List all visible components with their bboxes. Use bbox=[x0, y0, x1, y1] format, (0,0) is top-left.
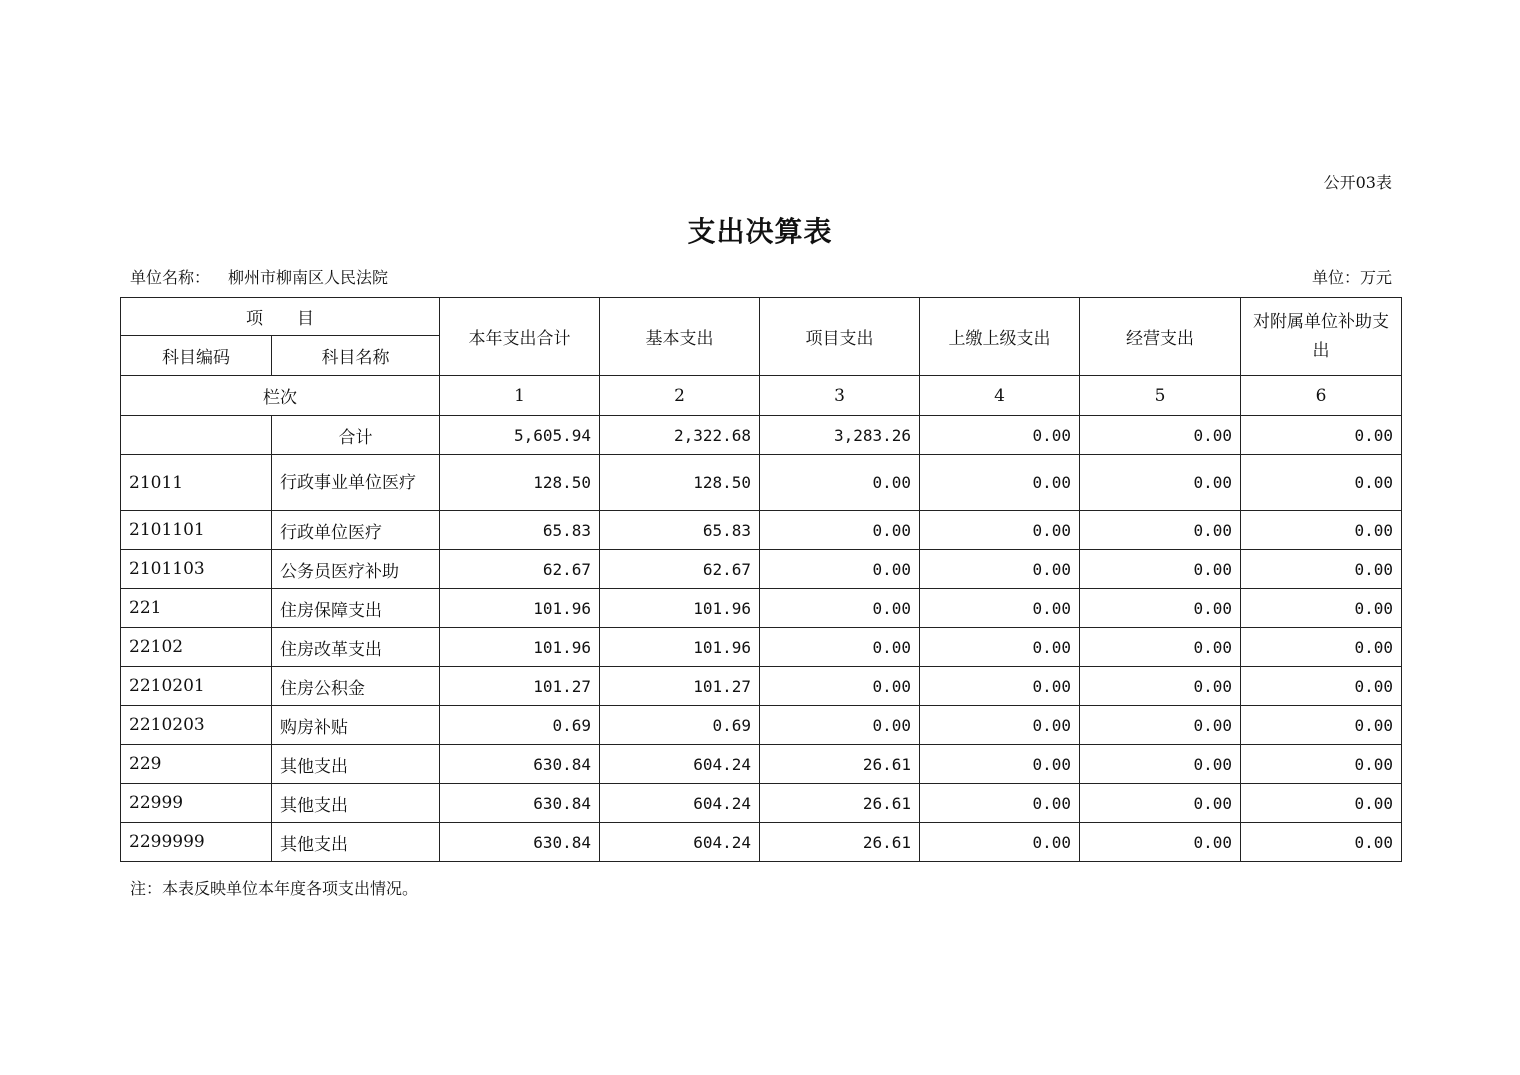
subject-name: 购房补贴 bbox=[272, 706, 440, 745]
subject-name: 公务员医疗补助 bbox=[272, 550, 440, 589]
value-cell: 101.96 bbox=[600, 628, 760, 667]
value-cell: 0.00 bbox=[760, 667, 920, 706]
subject-code: 21011 bbox=[121, 455, 272, 511]
value-cell: 101.27 bbox=[440, 667, 600, 706]
index-cell: 4 bbox=[920, 376, 1080, 416]
index-cell: 6 bbox=[1241, 376, 1402, 416]
value-cell: 0.00 bbox=[1080, 745, 1241, 784]
subject-name: 住房改革支出 bbox=[272, 628, 440, 667]
index-row bbox=[121, 376, 1402, 416]
value-cell: 0.00 bbox=[920, 589, 1080, 628]
header-subsidy: 对附属单位补助支出 bbox=[1241, 298, 1402, 376]
subject-code: 2299999 bbox=[121, 823, 272, 862]
value-cell: 128.50 bbox=[440, 455, 600, 511]
table-row bbox=[121, 745, 1402, 784]
table-row bbox=[121, 706, 1402, 745]
data-rows bbox=[121, 455, 1402, 862]
value-cell: 65.83 bbox=[440, 511, 600, 550]
index-cell: 2 bbox=[600, 376, 760, 416]
value-cell: 0.00 bbox=[920, 455, 1080, 511]
value-cell: 2,322.68 bbox=[600, 416, 760, 455]
value-cell: 0.00 bbox=[1241, 589, 1402, 628]
value-cell: 0.00 bbox=[1241, 706, 1402, 745]
subject-code: 229 bbox=[121, 745, 272, 784]
expenditure-table bbox=[120, 297, 1402, 862]
value-cell: 0.00 bbox=[760, 706, 920, 745]
value-cell: 0.00 bbox=[760, 511, 920, 550]
value-cell: 0.00 bbox=[1080, 667, 1241, 706]
value-cell: 0.00 bbox=[760, 455, 920, 511]
value-cell: 128.50 bbox=[600, 455, 760, 511]
subject-code: 2101101 bbox=[121, 511, 272, 550]
header-row-1 bbox=[121, 298, 1402, 336]
value-cell: 0.00 bbox=[920, 745, 1080, 784]
value-cell: 0.00 bbox=[1080, 511, 1241, 550]
table-row bbox=[121, 628, 1402, 667]
header-total: 本年支出合计 bbox=[440, 298, 600, 376]
value-cell: 101.96 bbox=[440, 628, 600, 667]
value-cell: 0.00 bbox=[1241, 416, 1402, 455]
value-cell: 0.00 bbox=[1080, 455, 1241, 511]
value-cell: 0.00 bbox=[1080, 784, 1241, 823]
value-cell: 0.00 bbox=[920, 667, 1080, 706]
value-cell: 0.00 bbox=[1241, 628, 1402, 667]
value-cell: 0.00 bbox=[920, 823, 1080, 862]
value-cell: 604.24 bbox=[600, 784, 760, 823]
header-item: 项 目 bbox=[121, 298, 440, 336]
value-cell: 0.00 bbox=[920, 416, 1080, 455]
value-cell: 0.69 bbox=[440, 706, 600, 745]
value-cell: 0.00 bbox=[920, 706, 1080, 745]
value-cell: 5,605.94 bbox=[440, 416, 600, 455]
subject-name: 住房公积金 bbox=[272, 667, 440, 706]
value-cell: 0.69 bbox=[600, 706, 760, 745]
value-cell: 0.00 bbox=[1241, 511, 1402, 550]
subject-name: 行政单位医疗 bbox=[272, 511, 440, 550]
table-row bbox=[121, 667, 1402, 706]
total-label: 合计 bbox=[272, 416, 440, 455]
value-cell: 62.67 bbox=[600, 550, 760, 589]
header-superior: 上缴上级支出 bbox=[920, 298, 1080, 376]
value-cell: 0.00 bbox=[760, 550, 920, 589]
subject-name: 行政事业单位医疗 bbox=[272, 455, 440, 511]
header-project: 项目支出 bbox=[760, 298, 920, 376]
unit-name-value: 柳州市柳南区人民法院 bbox=[228, 268, 389, 287]
header-business: 经营支出 bbox=[1080, 298, 1241, 376]
value-cell: 0.00 bbox=[760, 628, 920, 667]
subject-code: 221 bbox=[121, 589, 272, 628]
value-cell: 0.00 bbox=[1080, 823, 1241, 862]
subject-code: 2101103 bbox=[121, 550, 272, 589]
subject-code: 2210201 bbox=[121, 667, 272, 706]
form-code: 公开03表 bbox=[1323, 173, 1392, 192]
value-cell: 0.00 bbox=[1241, 667, 1402, 706]
currency-unit: 单位：万元 bbox=[1311, 268, 1392, 287]
value-cell: 0.00 bbox=[1241, 550, 1402, 589]
value-cell: 604.24 bbox=[600, 823, 760, 862]
value-cell: 0.00 bbox=[1080, 589, 1241, 628]
value-cell: 26.61 bbox=[760, 745, 920, 784]
subject-name: 其他支出 bbox=[272, 823, 440, 862]
total-code-cell bbox=[121, 416, 272, 455]
table-row bbox=[121, 550, 1402, 589]
value-cell: 0.00 bbox=[760, 589, 920, 628]
value-cell: 0.00 bbox=[920, 784, 1080, 823]
value-cell: 0.00 bbox=[1241, 455, 1402, 511]
subject-code: 22102 bbox=[121, 628, 272, 667]
value-cell: 0.00 bbox=[1080, 550, 1241, 589]
value-cell: 0.00 bbox=[1080, 706, 1241, 745]
total-row bbox=[121, 416, 1402, 455]
table-note: 注：本表反映单位本年度各项支出情况。 bbox=[130, 879, 419, 898]
value-cell: 0.00 bbox=[920, 628, 1080, 667]
value-cell: 0.00 bbox=[1241, 823, 1402, 862]
table-row bbox=[121, 511, 1402, 550]
value-cell: 0.00 bbox=[1241, 784, 1402, 823]
value-cell: 0.00 bbox=[920, 550, 1080, 589]
value-cell: 101.96 bbox=[600, 589, 760, 628]
value-cell: 26.61 bbox=[760, 784, 920, 823]
subject-code: 22999 bbox=[121, 784, 272, 823]
subject-name: 其他支出 bbox=[272, 745, 440, 784]
subject-name: 住房保障支出 bbox=[272, 589, 440, 628]
table-row bbox=[121, 784, 1402, 823]
unit-name-label: 单位名称： bbox=[130, 268, 211, 287]
page-title: 支出决算表 bbox=[687, 215, 833, 248]
value-cell: 0.00 bbox=[920, 511, 1080, 550]
index-cell: 3 bbox=[760, 376, 920, 416]
value-cell: 62.67 bbox=[440, 550, 600, 589]
subject-name: 其他支出 bbox=[272, 784, 440, 823]
value-cell: 65.83 bbox=[600, 511, 760, 550]
value-cell: 0.00 bbox=[1080, 416, 1241, 455]
value-cell: 26.61 bbox=[760, 823, 920, 862]
value-cell: 3,283.26 bbox=[760, 416, 920, 455]
table-row bbox=[121, 455, 1402, 511]
header-basic: 基本支出 bbox=[600, 298, 760, 376]
subject-code: 2210203 bbox=[121, 706, 272, 745]
value-cell: 101.96 bbox=[440, 589, 600, 628]
header-subject-name: 科目名称 bbox=[272, 336, 440, 376]
unit-name-line bbox=[130, 265, 388, 288]
value-cell: 630.84 bbox=[440, 784, 600, 823]
table-row bbox=[121, 823, 1402, 862]
value-cell: 0.00 bbox=[1241, 745, 1402, 784]
header-subject-code: 科目编码 bbox=[121, 336, 272, 376]
table-row bbox=[121, 589, 1402, 628]
value-cell: 604.24 bbox=[600, 745, 760, 784]
index-cell: 1 bbox=[440, 376, 600, 416]
value-cell: 0.00 bbox=[1080, 628, 1241, 667]
value-cell: 630.84 bbox=[440, 745, 600, 784]
value-cell: 630.84 bbox=[440, 823, 600, 862]
index-label: 栏次 bbox=[121, 376, 440, 416]
index-cell: 5 bbox=[1080, 376, 1241, 416]
value-cell: 101.27 bbox=[600, 667, 760, 706]
